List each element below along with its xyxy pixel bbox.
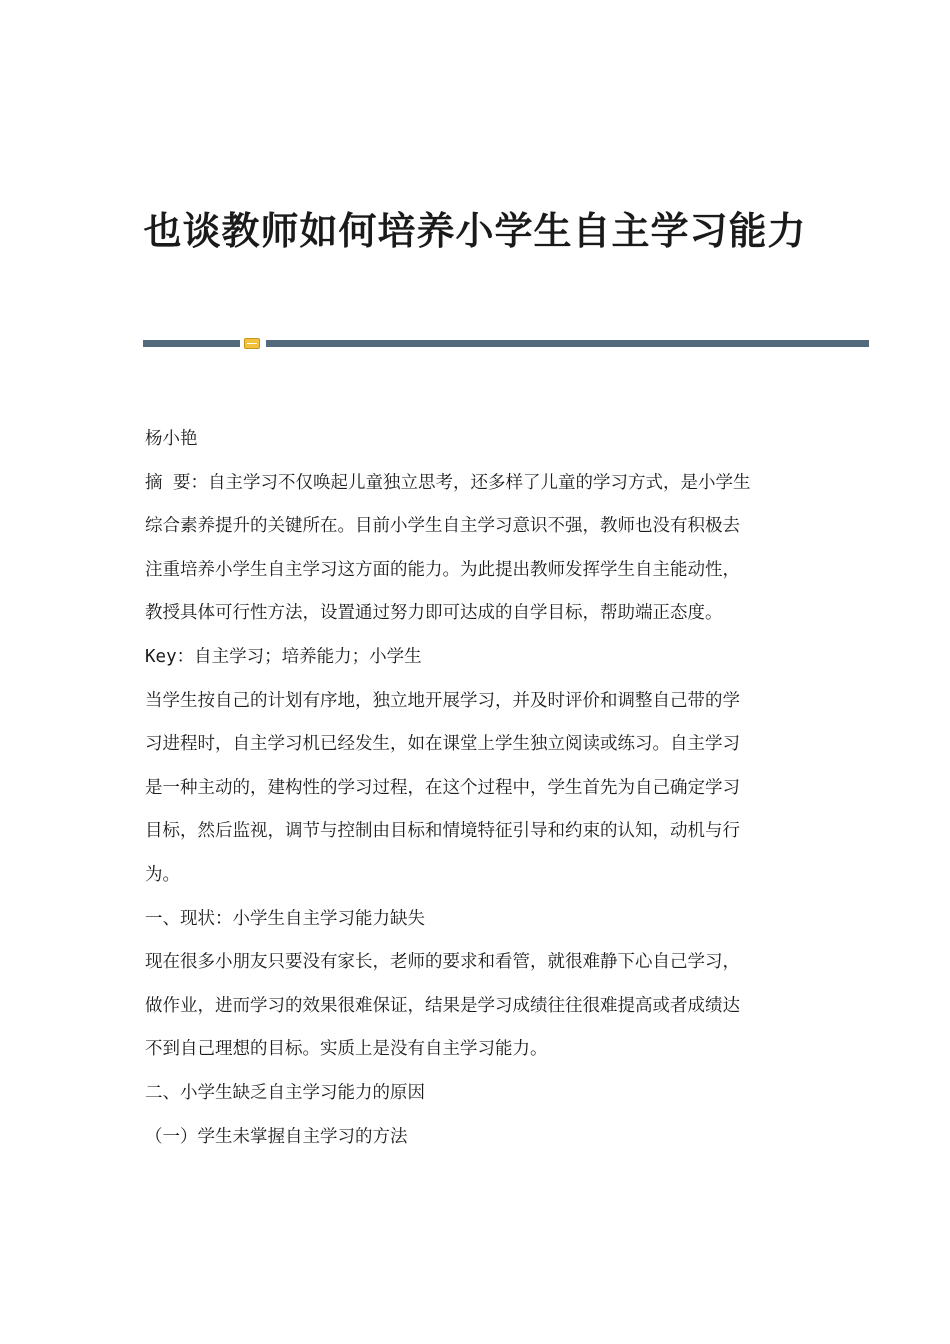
abstract-line: 综合素养提升的关键所在。目前小学生自主学习意识不强，教师也没有积极去 bbox=[145, 516, 740, 537]
abstract-line: 教授具体可行性方法，设置通过努力即可达成的自学目标，帮助端正态度。 bbox=[145, 603, 723, 624]
section-line: 不到自己理想的目标。实质上是没有自主学习能力。 bbox=[145, 1039, 548, 1060]
divider-ornament-icon bbox=[244, 338, 260, 349]
section-line: 做作业，进而学习的效果很难保证，结果是学习成绩往往很难提高或者成绩达 bbox=[145, 995, 740, 1016]
section-heading: 一、现状：小学生自主学习能力缺失 bbox=[145, 908, 425, 929]
intro-line: 习进程时，自主学习机已经发生，如在课堂上学生独立阅读或练习。自主学习 bbox=[145, 734, 740, 755]
abstract-text: 自主学习不仅唤起儿童独立思考，还多样了儿童的学习方式，是小学生 bbox=[208, 472, 751, 493]
subsection-heading: （一）学生未掌握自主学习的方法 bbox=[145, 1126, 408, 1147]
abstract-label: 摘 要： bbox=[145, 472, 209, 493]
abstract-line bbox=[145, 462, 810, 506]
intro-line: 是一种主动的，建构性的学习过程，在这个过程中，学生首先为自己确定学习 bbox=[145, 777, 740, 798]
section-line: 现在很多小朋友只要没有家长，老师的要求和看管，就很难静下心自己学习， bbox=[145, 952, 740, 973]
intro-line: 当学生按自己的计划有序地，独立地开展学习，并及时评价和调整自己带的学 bbox=[145, 690, 740, 711]
section-heading: 二、小学生缺乏自主学习能力的原因 bbox=[145, 1082, 425, 1103]
abstract-line: 注重培养小学生自主学习这方面的能力。为此提出教师发挥学生自主能动性， bbox=[145, 559, 740, 580]
document-title: 也谈教师如何培养小学生自主学习能力 bbox=[143, 208, 807, 253]
title-divider-left bbox=[143, 340, 240, 347]
title-divider-right bbox=[266, 340, 869, 347]
intro-line: 为。 bbox=[145, 864, 180, 885]
keywords: Key：自主学习；培养能力；小学生 bbox=[145, 646, 422, 667]
document-body bbox=[145, 418, 810, 1159]
intro-line: 目标，然后监视，调节与控制由目标和情境特征引导和约束的认知，动机与行 bbox=[145, 821, 740, 842]
author-name: 杨小艳 bbox=[145, 429, 198, 449]
